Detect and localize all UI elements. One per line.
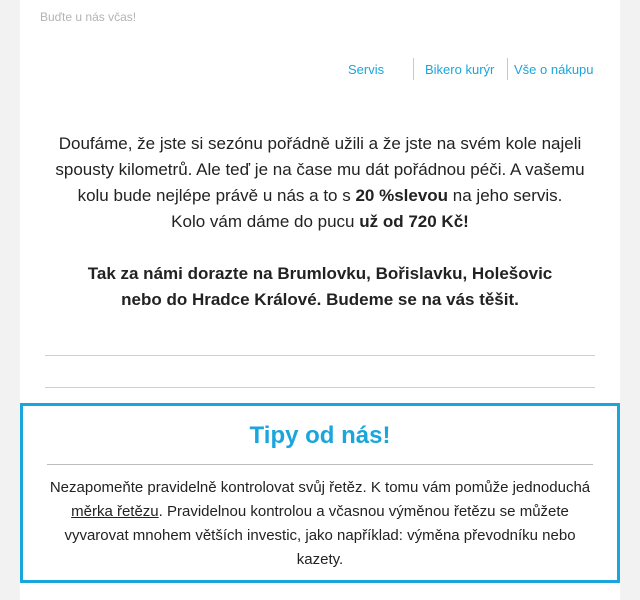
tips-text-start: Nezapomeňte pravidelně kontrolovat svůj řetěz. K tomu vám pomůže jednoduchá: [49, 479, 591, 496]
top-navigation: [20, 62, 620, 82]
nav-link-bikero-kuryr[interactable]: Bikero kurýr: [425, 62, 495, 77]
tips-divider: [47, 464, 593, 465]
tips-box: [20, 403, 620, 583]
tips-text: [43, 476, 597, 572]
intro-section: [20, 131, 620, 313]
locations-paragraph: Tak za námi dorazte na Brumlovku, Bořislavku, Holešovic nebo do Hradce Králové. Budeme se na vás těšit.: [87, 264, 553, 309]
price-paragraph: [20, 209, 620, 235]
divider: [45, 387, 595, 388]
tips-title: Tipy od nás!: [249, 422, 391, 449]
preheader-text: Buďte u nás včas!: [40, 10, 137, 24]
intro-text-end: na jeho servis.: [448, 186, 563, 205]
nav-link-vse-o-nakupu[interactable]: Vše o nákupu: [514, 62, 594, 77]
nav-link-servis[interactable]: Servis: [348, 62, 385, 77]
tips-text-end: . Pravidelnou kontrolou a včasnou výměnou řetězu se můžete vyvarovat mnohem větších investic, jako například: výměna převodníku nebo kazety.: [64, 503, 576, 568]
nav-separator: [507, 58, 508, 80]
discount-highlight: 20 %slevou: [355, 186, 449, 205]
nav-separator: [413, 58, 414, 80]
divider: [45, 355, 595, 356]
price-highlight: už od 720 Kč!: [359, 212, 469, 231]
intro-text: Doufáme, že jste si sezónu pořádně užili a že jste na svém kole najeli spousty kilometrů. Ale teď je na čase mu dát pořádnou péči. A vašemu kolu bude nejlépe právě u nás a to s: [55, 134, 585, 205]
spacer: [20, 235, 620, 261]
email-body: [20, 0, 620, 600]
intro-paragraph: [20, 131, 620, 209]
chain-gauge-link[interactable]: měrka řetězu: [71, 503, 159, 520]
price-text: Kolo vám dáme do pucu: [171, 212, 360, 231]
